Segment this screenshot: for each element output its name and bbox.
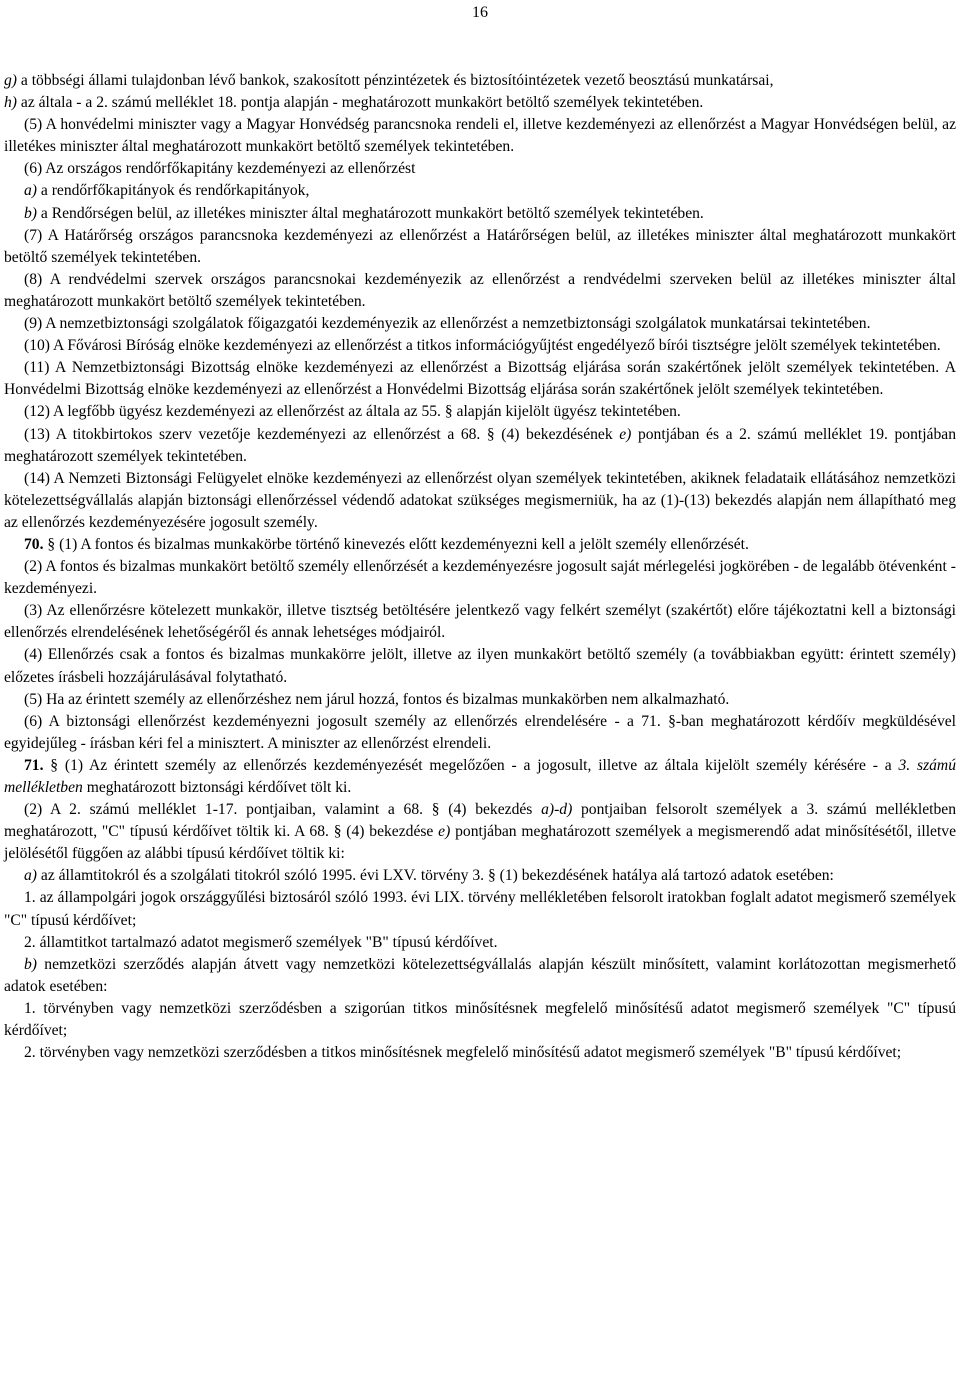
paragraph: 70. § (1) A fontos és bizalmas munkakörbe történő kinevezés előtt kezdeményezni kell a jelölt személy ellenőrzését. <box>24 535 749 553</box>
paragraph: (2) A fontos és bizalmas munkakört betöltő személy ellenőrzését a kezdeményezésre jogosult saját mérlegelési jogkörében - de legalább ötévenként - kezdeményezi. <box>4 558 956 598</box>
paragraph: (10) A Fővárosi Bíróság elnöke kezdeményezi az ellenőrzést a titkos információgyűjtést engedélyező bírói tisztségre jelölt személyek tekintetében. <box>24 337 941 355</box>
paragraph: h) az általa - a 2. számú melléklet 18. pontja alapján - meghatározott munkakört betöltő személyek tekintetében. <box>4 94 704 112</box>
page-number: 16 <box>472 4 488 21</box>
paragraph: (8) A rendvédelmi szervek országos parancsnokai kezdeményezik az ellenőrzést a rendvédelmi szerveken belül az illetékes miniszter által meghatározott munkakört betöltő személyek tekintetében. <box>4 270 956 310</box>
paragraph: (3) Az ellenőrzésre kötelezett munkakör, illetve tisztség betöltésére jelentkező vagy felkért személyt (szakértőt) előre tájékoztatni kell a biztonsági ellenőrzés elrendelésének lehetőségéről és annak lehetséges módjairól. <box>4 602 956 642</box>
paragraph: (12) A legfőbb ügyész kezdeményezi az ellenőrzést az általa az 55. § alapján kijelölt ügyész tekintetében. <box>24 403 681 421</box>
paragraph: (14) A Nemzeti Biztonsági Felügyelet elnöke kezdeményezi az ellenőrzést olyan személyek tekintetében, akiknek feladataik ellátásához nemzetközi kötelezettségvállalás alapján biztonsági ellenőrzéssel védendő adatokat szükséges megismerniük, ha az (1)-(13) bekezdés alapján nem állapítható meg az ellenőrzés kezdeményezésére jogosult személy. <box>4 469 956 531</box>
paragraph: (4) Ellenőrzés csak a fontos és bizalmas munkakörre jelölt, illetve az ilyen munkakört betöltő személy (a továbbiakban együtt: érintett személy) előzetes írásbeli hozzájárulásával folytatható. <box>4 646 956 686</box>
paragraph: (11) A Nemzetbiztonsági Bizottság elnöke kezdeményezi az ellenőrzést a Bizottság eljárása során szakértőnek jelölt személyek tekintetében. A Honvédelmi Bizottság elnöke kezdeményezi az ellenőrzést a Honvédelmi Bizottság eljárása során szakértőnek jelölt személyek tekintetében. <box>4 359 956 399</box>
paragraph: (13) A titokbirtokos szerv vezetője kezdeményezi az ellenőrzést a 68. § (4) bekezdésének e) pontjában és a 2. számú melléklet 19. pontjában meghatározott személyek tekintetében. <box>4 425 956 465</box>
paragraph: (6) A biztonsági ellenőrzést kezdeményezni jogosult személy az ellenőrzés elrendelésére - a 71. §-ban meghatározott kérdőív megküldésével egyidejűleg - írásban kéri fel a minisztert. A miniszter az ellenőrzést elrendeli. <box>4 712 956 752</box>
paragraph: g) a többségi állami tulajdonban lévő bankok, szakosított pénzintézetek és biztosítóintézetek vezető beosztású munkatársai, <box>4 72 774 89</box>
paragraph: b) a Rendőrségen belül, az illetékes miniszter által meghatározott munkakört betöltő személyek tekintetében. <box>24 204 704 222</box>
paragraph: 1. az állampolgári jogok országgyűlési biztosáról szóló 1993. évi LIX. törvény mellékletében felsorolt iratokban foglalt adatot megismerő személyek "C" típusú kérdőívet; <box>4 889 956 929</box>
paragraph: (5) A honvédelmi miniszter vagy a Magyar Honvédség parancsnoka rendeli el, illetve kezdeményezi az ellenőrzést a Magyar Honvédségen belül, az illetékes miniszter által meghatározott munkakört betöltő személyek tekintetében. <box>4 116 956 156</box>
paragraph: 2. törvényben vagy nemzetközi szerződésben a titkos minősítésnek megfelelő minősítésű adatot megismerő személyek "B" típusú kérdőívet; <box>24 1044 902 1062</box>
paragraph: (5) Ha az érintett személy az ellenőrzéshez nem járul hozzá, fontos és bizalmas munkakörben nem alkalmazható. <box>24 690 730 708</box>
paragraph: b) nemzetközi szerződés alapján átvett vagy nemzetközi kötelezettségvállalás alapján készült minősített, valamint korlátozottan megismerhető adatok esetében: <box>4 955 956 995</box>
paragraph: a) az államtitokról és a szolgálati titokról szóló 1995. évi LXV. törvény 3. § (1) bekezdésének hatálya alá tartozó adatok esetében: <box>24 867 834 885</box>
paragraph: 2. államtitkot tartalmazó adatot megismerő személyek "B" típusú kérdőívet. <box>24 933 498 951</box>
paragraph: (2) A 2. számú melléklet 1-17. pontjaiban, valamint a 68. § (4) bekezdés a)-d) pontjaiban felsorolt személyek a 3. számú mellékletben meghatározott, "C" típusú kérdőívet töltik ki. A 68. § (4) bekezdése e) pontjában meghatározott személyek a megismerendő adat minősítésétől, illetve jelölésétől függően az alábbi típusú kérdőívet töltik ki: <box>4 801 956 863</box>
paragraph: (9) A nemzetbiztonsági szolgálatok főigazgatói kezdeményezik az ellenőrzést a nemzetbiztonsági szolgálatok munkatársai tekintetében. <box>24 315 871 333</box>
paragraph: 1. törvényben vagy nemzetközi szerződésben a szigorúan titkos minősítésnek megfelelő minősítésű adatot megismerő személyek "C" típusú kérdőívet; <box>4 999 956 1040</box>
paragraph: (6) Az országos rendőrfőkapitány kezdeményezi az ellenőrzést <box>24 160 416 178</box>
paragraph: 71. § (1) Az érintett személy az ellenőrzés kezdeményezését megelőzően - a jogosult, illetve az általa kijelölt személy kérésére - a 3. számú mellékletben meghatározott biztonsági kérdőívet tölt ki. <box>4 756 956 796</box>
paragraph: a) a rendőrfőkapitányok és rendőrkapitányok, <box>24 182 310 200</box>
document-body <box>4 70 956 1064</box>
paragraph: (7) A Határőrség országos parancsnoka kezdeményezi az ellenőrzést a Határőrségen belül, az illetékes miniszter által meghatározott munkakört betöltő személyek tekintetében. <box>4 226 956 266</box>
